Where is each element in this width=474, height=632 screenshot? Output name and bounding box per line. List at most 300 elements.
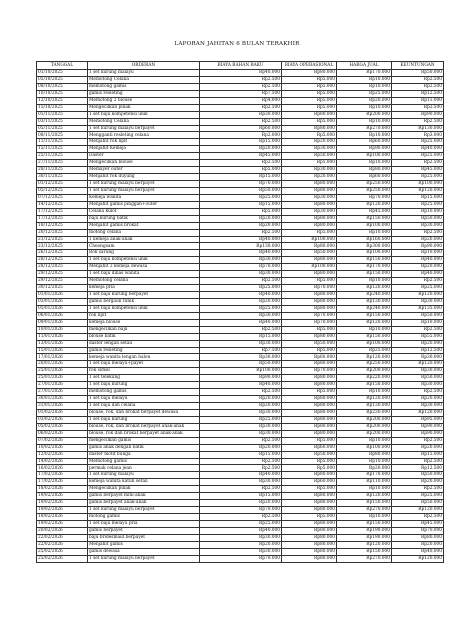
- cell-keuntungan: Rp50.000: [392, 375, 444, 382]
- cell-keuntungan: Rp10.000: [392, 319, 444, 326]
- cell-keuntungan: Rp2.500: [392, 514, 444, 521]
- cell-orderan: Menjahit gamis brokat: [88, 222, 200, 229]
- cell-keuntungan: Rp2.500: [392, 458, 444, 465]
- cell-harga-jual: Rp170.000: [337, 70, 392, 77]
- table-row: [37, 319, 444, 326]
- cell-biaya-operasional: Rp5.000: [282, 104, 337, 111]
- table-row: [37, 118, 444, 125]
- cell-biaya-bahan-baku: Rp2.500: [200, 437, 282, 444]
- cell-biaya-bahan-baku: Rp20.000: [200, 298, 282, 305]
- cell-biaya-operasional: Rp80.000: [282, 409, 337, 416]
- header-harga-jual: HARGA JUAL: [337, 62, 392, 70]
- cell-biaya-operasional: Rp30.000: [282, 167, 337, 174]
- cell-biaya-bahan-baku: Rp5.000: [200, 208, 282, 215]
- cell-biaya-operasional: Rp50.000: [282, 250, 337, 257]
- cell-harga-jual: Rp25.000: [337, 347, 392, 354]
- cell-biaya-operasional: Rp60.000: [282, 479, 337, 486]
- cell-harga-jual: Rp110.000: [337, 479, 392, 486]
- cell-biaya-operasional: Rp30.000: [282, 194, 337, 201]
- cell-biaya-operasional: Rp70.000: [282, 285, 337, 292]
- cell-tanggal: 18/12/2025: [37, 222, 88, 229]
- cell-biaya-operasional: Rp80.000: [282, 292, 337, 299]
- cell-harga-jual: Rp250.000: [337, 361, 392, 368]
- cell-biaya-operasional: Rp80.000: [282, 500, 337, 507]
- table-row: [37, 236, 444, 243]
- table-row: [37, 312, 444, 319]
- cell-biaya-operasional: Rp80.000: [282, 305, 337, 312]
- cell-biaya-bahan-baku: Rp2.500: [200, 76, 282, 83]
- cell-biaya-bahan-baku: Rp30.000: [200, 340, 282, 347]
- cell-keuntungan: Rp25.000: [392, 153, 444, 160]
- cell-harga-jual: Rp120.000: [337, 493, 392, 500]
- cell-harga-jual: Rp10.000: [337, 83, 392, 90]
- cell-harga-jual: Rp10.000: [337, 229, 392, 236]
- cell-tanggal: 19/02/2026: [37, 520, 88, 527]
- cell-harga-jual: Rp190.000: [337, 527, 392, 534]
- table-row: [37, 243, 444, 250]
- cell-keuntungan: Rp30.000: [392, 222, 444, 229]
- table-row: [37, 222, 444, 229]
- cell-orderan: memotong gamis: [88, 389, 200, 396]
- cell-tanggal: 17/12/2025: [37, 215, 88, 222]
- cell-harga-jual: Rp150.000: [337, 548, 392, 555]
- cell-keuntungan: Rp2.500: [392, 389, 444, 396]
- cell-tanggal: 18/02/2026: [37, 486, 88, 493]
- header-tanggal: TANGGAL: [37, 62, 88, 70]
- cell-tanggal: 03/02/2026: [37, 416, 88, 423]
- cell-orderan: Mengecilkan blouse: [88, 160, 200, 167]
- cell-harga-jual: Rp10.000: [337, 458, 392, 465]
- cell-biaya-operasional: Rp80.000: [282, 534, 337, 541]
- cell-biaya-bahan-baku: Rp40.000: [200, 382, 282, 389]
- cell-orderan: daster motif bunga: [88, 451, 200, 458]
- cell-biaya-operasional: Rp5.000: [282, 229, 337, 236]
- cell-tanggal: 22/02/2026: [37, 534, 88, 541]
- cell-keuntungan: Rp120.000: [392, 555, 444, 562]
- cell-biaya-bahan-baku: Rp30.000: [200, 312, 282, 319]
- cell-biaya-operasional: Rp80.000: [282, 298, 337, 305]
- cell-orderan: 1 set baju kurung berpayet: [88, 292, 200, 299]
- cell-orderan: Menjahit gamis pinggan+outer: [88, 201, 200, 208]
- table-row: [37, 146, 444, 153]
- table-row: [37, 493, 444, 500]
- cell-orderan: gamis berpayet anak-anak: [88, 500, 200, 507]
- cell-keuntungan: Rp30.000: [392, 298, 444, 305]
- cell-orderan: Menjahit rok lipit: [88, 139, 200, 146]
- cell-orderan: 1 set kurung malayu: [88, 472, 200, 479]
- cell-orderan: motong gamis: [88, 514, 200, 521]
- cell-biaya-bahan-baku: Rp20.000: [200, 215, 282, 222]
- cell-biaya-bahan-baku: Rp2.500: [200, 160, 282, 167]
- cell-orderan: gamis berpayet: [88, 527, 200, 534]
- cell-keuntungan: Rp40.000: [392, 548, 444, 555]
- table-body: [37, 70, 444, 563]
- cell-orderan: blouse, rok dan brokat berpayet anak-anak: [88, 430, 200, 437]
- table-row: [37, 305, 444, 312]
- cell-orderan: Daster: [88, 153, 200, 160]
- cell-biaya-bahan-baku: Rp7.500: [200, 90, 282, 97]
- table-row: [37, 271, 444, 278]
- cell-tanggal: 05/11/2025: [37, 125, 88, 132]
- cell-orderan: Memotong celana: [88, 278, 200, 285]
- cell-biaya-operasional: Rp100.000: [282, 236, 337, 243]
- cell-biaya-bahan-baku: Rp15.000: [200, 451, 282, 458]
- cell-biaya-bahan-baku: Rp2.500: [200, 326, 282, 333]
- cell-biaya-bahan-baku: Rp15.000: [200, 174, 282, 181]
- cell-biaya-operasional: Rp20.000: [282, 174, 337, 181]
- cell-harga-jual: Rp120.000: [337, 396, 392, 403]
- cell-tanggal: 20/01/2026: [37, 361, 88, 368]
- cell-orderan: rok sirkel: [88, 368, 200, 375]
- cell-harga-jual: Rp150.000: [337, 333, 392, 340]
- cell-harga-jual: Rp120.000: [337, 354, 392, 361]
- cell-harga-jual: Rp150.000: [337, 312, 392, 319]
- cell-harga-jual: Rp170.000: [337, 264, 392, 271]
- cell-keuntungan: Rp30.000: [392, 403, 444, 410]
- table-row: [37, 298, 444, 305]
- cell-biaya-operasional: Rp80.000: [282, 361, 337, 368]
- cell-keuntungan: Rp20.000: [392, 236, 444, 243]
- cell-tanggal: 05/12/2025: [37, 187, 88, 194]
- cell-biaya-operasional: Rp80.000: [282, 555, 337, 562]
- table-row: [37, 534, 444, 541]
- cell-biaya-bahan-baku: Rp30.000: [200, 257, 282, 264]
- table-row: [37, 520, 444, 527]
- cell-biaya-bahan-baku: Rp30.000: [200, 111, 282, 118]
- cell-harga-jual: Rp10.000: [337, 389, 392, 396]
- cell-orderan: 1 set baju kompetensi unik: [88, 257, 200, 264]
- cell-biaya-bahan-baku: Rp40.000: [200, 236, 282, 243]
- cell-tanggal: 26/12/2025: [37, 250, 88, 257]
- cell-tanggal: 28/12/2025: [37, 264, 88, 271]
- cell-keuntungan: Rp20.000: [392, 444, 444, 451]
- cell-biaya-operasional: Rp80.000: [282, 375, 337, 382]
- cell-biaya-bahan-baku: Rp130.000: [200, 243, 282, 250]
- cell-orderan: Rok sarung: [88, 250, 200, 257]
- cell-tanggal: 08/10/2025: [37, 83, 88, 90]
- cell-biaya-bahan-baku: Rp2.500: [200, 465, 282, 472]
- table-row: [37, 264, 444, 271]
- cell-orderan: kemeja wanita katun setali: [88, 479, 200, 486]
- cell-harga-jual: Rp240.000: [337, 305, 392, 312]
- cell-tanggal: 25/01/2026: [37, 375, 88, 382]
- cell-harga-jual: Rp270.000: [337, 555, 392, 562]
- table-row: [37, 416, 444, 423]
- cell-biaya-bahan-baku: Rp2.500: [200, 229, 282, 236]
- cell-harga-jual: Rp150.000: [337, 257, 392, 264]
- table-row: [37, 97, 444, 104]
- cell-orderan: Memotong Celana: [88, 76, 200, 83]
- table-row: [37, 541, 444, 548]
- cell-biaya-bahan-baku: Rp30.000: [200, 479, 282, 486]
- table-row: [37, 167, 444, 174]
- cell-biaya-bahan-baku: Rp25.000: [200, 305, 282, 312]
- cell-tanggal: 05/02/2026: [37, 423, 88, 430]
- cell-biaya-operasional: Rp5.000: [282, 160, 337, 167]
- cell-biaya-bahan-baku: Rp40.000: [200, 472, 282, 479]
- cell-biaya-operasional: Rp80.000: [282, 125, 337, 132]
- cell-keuntungan: Rp40.000: [392, 257, 444, 264]
- table-row: [37, 187, 444, 194]
- table-row: [37, 354, 444, 361]
- cell-tanggal: 28/11/2025: [37, 167, 88, 174]
- cell-keuntungan: Rp55.000: [392, 333, 444, 340]
- cell-biaya-bahan-baku: Rp4.000: [200, 97, 282, 104]
- cell-harga-jual: Rp60.000: [337, 174, 392, 181]
- cell-harga-jual: Rp200.000: [337, 423, 392, 430]
- cell-orderan: rok lipit: [88, 312, 200, 319]
- cell-biaya-operasional: Rp5.000: [282, 347, 337, 354]
- cell-tanggal: 14/02/2026: [37, 458, 88, 465]
- cell-tanggal: 01/01/2026: [37, 292, 88, 299]
- table-row: [37, 194, 444, 201]
- table-row: [37, 479, 444, 486]
- cell-harga-jual: Rp250.000: [337, 181, 392, 188]
- cell-keuntungan: Rp2.500: [392, 326, 444, 333]
- cell-orderan: motong celana: [88, 229, 200, 236]
- cell-tanggal: 25/02/2026: [37, 548, 88, 555]
- cell-tanggal: 19/02/2026: [37, 514, 88, 521]
- cell-orderan: Memayer outer: [88, 167, 200, 174]
- cell-orderan: kemeja blouse: [88, 319, 200, 326]
- cell-tanggal: 12/02/2026: [37, 451, 88, 458]
- cell-tanggal: 15/01/2026: [37, 347, 88, 354]
- cell-biaya-bahan-baku: Rp20.000: [200, 222, 282, 229]
- cell-keuntungan: Rp120.000: [392, 292, 444, 299]
- cell-tanggal: 05/01/2026: [37, 305, 88, 312]
- cell-tanggal: 19/02/2026: [37, 500, 88, 507]
- table-row: [37, 340, 444, 347]
- cell-biaya-bahan-baku: Rp2.500: [200, 118, 282, 125]
- cell-tanggal: 07/02/2026: [37, 437, 88, 444]
- cell-keuntungan: Rp20.000: [392, 541, 444, 548]
- cell-tanggal: 21/12/2025: [37, 236, 88, 243]
- cell-biaya-operasional: Rp80.000: [282, 416, 337, 423]
- cell-biaya-operasional: Rp5.000: [282, 118, 337, 125]
- cell-tanggal: 05/10/2025: [37, 76, 88, 83]
- cell-orderan: gamis berpayet mini-anak: [88, 493, 200, 500]
- cell-keuntungan: Rp20.000: [392, 479, 444, 486]
- cell-harga-jual: Rp100.000: [337, 444, 392, 451]
- cell-keuntungan: Rp20.000: [392, 340, 444, 347]
- cell-tanggal: 17/01/2026: [37, 354, 88, 361]
- cell-orderan: 1 set baju kompetensi unik: [88, 305, 200, 312]
- cell-biaya-operasional: Rp50.000: [282, 340, 337, 347]
- cell-biaya-operasional: Rp80.000: [282, 382, 337, 389]
- cell-biaya-bahan-baku: Rp2.500: [200, 486, 282, 493]
- table-row: [37, 423, 444, 430]
- cell-biaya-bahan-baku: Rp2.500: [200, 278, 282, 285]
- cell-orderan: permak celana jean: [88, 465, 200, 472]
- cell-keuntungan: Rp70.000: [392, 527, 444, 534]
- table-row: [37, 83, 444, 90]
- cell-tanggal: 27/11/2025: [37, 160, 88, 167]
- cell-orderan: blouse, rok, dan brokat berpayet anak-anak: [88, 423, 200, 430]
- table-row: [37, 389, 444, 396]
- cell-biaya-bahan-baku: Rp30.000: [200, 423, 282, 430]
- cell-harga-jual: Rp80.000: [337, 167, 392, 174]
- cell-keuntungan: Rp120.000: [392, 361, 444, 368]
- cell-biaya-operasional: Rp5.000: [282, 326, 337, 333]
- cell-tanggal: 10/01/2026: [37, 326, 88, 333]
- header-keuntungan: KEUNTUNGAN: [392, 62, 444, 70]
- cell-biaya-operasional: Rp80.000: [282, 111, 337, 118]
- cell-keuntungan: Rp12.500: [392, 347, 444, 354]
- cell-biaya-operasional: Rp80.000: [282, 201, 337, 208]
- cell-tanggal: 11/11/2025: [37, 139, 88, 146]
- cell-tanggal: 06/02/2026: [37, 430, 88, 437]
- cell-keuntungan: Rp50.000: [392, 215, 444, 222]
- cell-keuntungan: Rp3.000: [392, 132, 444, 139]
- cell-biaya-bahan-baku: Rp2.500: [200, 83, 282, 90]
- cell-keuntungan: Rp50.000: [392, 312, 444, 319]
- cell-biaya-operasional: Rp70.000: [282, 312, 337, 319]
- table-row: [37, 514, 444, 521]
- table-row: [37, 201, 444, 208]
- cell-harga-jual: Rp120.000: [337, 541, 392, 548]
- cell-biaya-operasional: Rp60.000: [282, 444, 337, 451]
- header-biaya-bahan-baku: BIAYA BAHAN BAKU: [200, 62, 282, 70]
- cell-orderan: 1 set baju kurung: [88, 416, 200, 423]
- cell-keuntungan: Rp50.000: [392, 70, 444, 77]
- cell-keuntungan: Rp90.000: [392, 111, 444, 118]
- cell-harga-jual: Rp45.000: [337, 208, 392, 215]
- cell-biaya-bahan-baku: Rp100.000: [200, 368, 282, 375]
- cell-harga-jual: Rp220.000: [337, 375, 392, 382]
- cell-biaya-operasional: Rp80.000: [282, 181, 337, 188]
- cell-biaya-operasional: Rp80.000: [282, 423, 337, 430]
- cell-biaya-operasional: Rp80.000: [282, 472, 337, 479]
- cell-harga-jual: Rp200.000: [337, 430, 392, 437]
- table-row: [37, 486, 444, 493]
- cell-biaya-bahan-baku: Rp20.000: [200, 396, 282, 403]
- cell-biaya-operasional: Rp5.000: [282, 97, 337, 104]
- cell-tanggal: 17/12/2025: [37, 208, 88, 215]
- cell-orderan: 1 set kurung malayu berpayet: [88, 125, 200, 132]
- table-row: [37, 555, 444, 562]
- cell-keuntungan: Rp2.500: [392, 76, 444, 83]
- cell-keuntungan: Rp100.000: [392, 181, 444, 188]
- cell-orderan: Mengecilkan pinak: [88, 104, 200, 111]
- cell-orderan: mengecilkan gamis: [88, 437, 200, 444]
- cell-harga-jual: Rp10.000: [337, 486, 392, 493]
- table-row: [37, 472, 444, 479]
- cell-biaya-bahan-baku: Rp25.000: [200, 285, 282, 292]
- table-row: [37, 90, 444, 97]
- cell-biaya-bahan-baku: Rp30.000: [200, 534, 282, 541]
- cell-tanggal: 29/12/2025: [37, 278, 88, 285]
- cell-keuntungan: Rp30.000: [392, 382, 444, 389]
- cell-tanggal: 25/01/2026: [37, 368, 88, 375]
- cell-biaya-operasional: Rp80.000: [282, 548, 337, 555]
- cell-harga-jual: Rp200.000: [337, 416, 392, 423]
- cell-biaya-bahan-baku: Rp30.000: [200, 430, 282, 437]
- cell-biaya-operasional: Rp30.000: [282, 208, 337, 215]
- cell-tanggal: 29/12/2025: [37, 271, 88, 278]
- cell-harga-jual: Rp120.000: [337, 285, 392, 292]
- cell-tanggal: 06/01/2026: [37, 312, 88, 319]
- cell-orderan: blouse batik: [88, 333, 200, 340]
- cell-keuntungan: Rp2.500: [392, 83, 444, 90]
- cell-tanggal: 28/12/2025: [37, 257, 88, 264]
- cell-tanggal: 30/12/2025: [37, 285, 88, 292]
- cell-biaya-operasional: Rp30.000: [282, 146, 337, 153]
- cell-harga-jual: Rp100.000: [337, 250, 392, 257]
- cell-orderan: kemeja pria: [88, 285, 200, 292]
- cell-biaya-operasional: Rp80.000: [282, 257, 337, 264]
- cell-keuntungan: Rp15.000: [392, 194, 444, 201]
- cell-biaya-operasional: Rp5.000: [282, 458, 337, 465]
- cell-keuntungan: Rp12.500: [392, 465, 444, 472]
- report-title: LAPORAN JAHITAN 6 BULAN TERAKHIR: [174, 41, 300, 47]
- cell-harga-jual: Rp150.000: [337, 215, 392, 222]
- cell-harga-jual: Rp150.000: [337, 271, 392, 278]
- header-orderan: ORDERAN: [88, 62, 200, 70]
- cell-biaya-bahan-baku: Rp25.000: [200, 416, 282, 423]
- cell-keuntungan: Rp2.500: [392, 229, 444, 236]
- cell-harga-jual: Rp100.000: [337, 222, 392, 229]
- table-row: [37, 368, 444, 375]
- cell-tanggal: 19/02/2026: [37, 507, 88, 514]
- cell-biaya-operasional: Rp80.000: [282, 520, 337, 527]
- cell-tanggal: 11/01/2026: [37, 333, 88, 340]
- cell-biaya-operasional: Rp5.000: [282, 514, 337, 521]
- cell-biaya-bahan-baku: Rp15.000: [200, 139, 282, 146]
- cell-tanggal: 09/01/2026: [37, 319, 88, 326]
- cell-tanggal: 25/11/2025: [37, 153, 88, 160]
- cell-orderan: Celana kulot: [88, 208, 200, 215]
- table-row: [37, 215, 444, 222]
- cell-harga-jual: Rp150.000: [337, 500, 392, 507]
- cell-orderan: 1 set baju melayu pria: [88, 520, 200, 527]
- cell-biaya-operasional: Rp5.000: [282, 90, 337, 97]
- table-row: [37, 76, 444, 83]
- cell-biaya-operasional: Rp50.000: [282, 153, 337, 160]
- cell-harga-jual: Rp70.000: [337, 194, 392, 201]
- table-row: [37, 160, 444, 167]
- cell-harga-jual: Rp10.000: [337, 132, 392, 139]
- cell-biaya-bahan-baku: Rp50.000: [200, 361, 282, 368]
- cell-biaya-operasional: Rp80.000: [282, 527, 337, 534]
- cell-keuntungan: Rp50.000: [392, 500, 444, 507]
- cell-keuntungan: Rp2.500: [392, 160, 444, 167]
- cell-biaya-bahan-baku: Rp50.000: [200, 187, 282, 194]
- table-row: [37, 437, 444, 444]
- cell-biaya-bahan-baku: Rp90.000: [200, 375, 282, 382]
- cell-biaya-operasional: Rp80.000: [282, 507, 337, 514]
- table-row: [37, 430, 444, 437]
- cell-biaya-bahan-baku: Rp45.000: [200, 153, 282, 160]
- cell-keuntungan: Rp25.000: [392, 285, 444, 292]
- cell-tanggal: 23/12/2025: [37, 243, 88, 250]
- table-row: [37, 396, 444, 403]
- cell-orderan: gamis resleting: [88, 347, 200, 354]
- cell-biaya-operasional: Rp5.000: [282, 486, 337, 493]
- cell-harga-jual: Rp150.000: [337, 382, 392, 389]
- table-row: [37, 278, 444, 285]
- cell-harga-jual: Rp160.000: [337, 236, 392, 243]
- table-row: [37, 285, 444, 292]
- table-row: [37, 465, 444, 472]
- cell-biaya-bahan-baku: Rp30.000: [200, 271, 282, 278]
- cell-tanggal: 25/02/2026: [37, 555, 88, 562]
- cell-orderan: 1 set baju dinas wanita: [88, 271, 200, 278]
- cell-keuntungan: Rp50.000: [392, 472, 444, 479]
- cell-keuntungan: Rp45.000: [392, 167, 444, 174]
- cell-biaya-operasional: Rp80.000: [282, 333, 337, 340]
- cell-orderan: 1 set baju dan celana: [88, 403, 200, 410]
- cell-orderan: gamis anak dengan batik: [88, 444, 200, 451]
